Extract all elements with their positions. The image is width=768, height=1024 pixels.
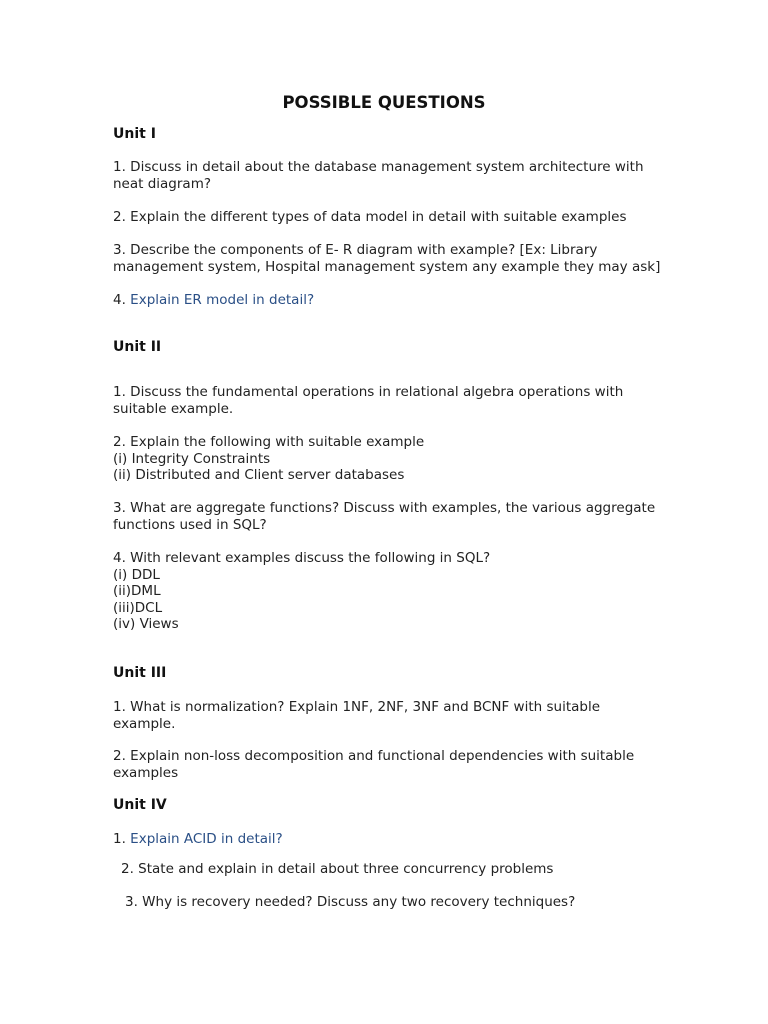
unit-1-heading: Unit I [113,126,156,142]
unit-1-question-3 [113,242,673,275]
unit-2-question-3 [113,500,673,533]
question-link[interactable]: Explain ER model in detail? [130,292,315,308]
question-subitem: (i) Integrity Constraints [113,450,271,467]
unit-2-question-2 [113,434,673,484]
question-line: 3. What are aggregate functions? Discuss with examples, the various aggregate [113,500,656,516]
question-line: functions used in SQL? [113,516,267,533]
unit-2-heading: Unit II [113,339,162,355]
question-subitem: (ii)DML [113,583,161,599]
question-subitem: (i) DDL [113,566,160,583]
question-line: suitable example. [113,400,234,417]
unit-4-question-3 [125,894,685,911]
question-subitem: (iii)DCL [113,599,163,616]
unit-3-question-1 [113,699,673,732]
question-number: 4. [113,292,131,308]
question-line: 1. What is normalization? Explain 1NF, 2NF, 3NF and BCNF with suitable [113,699,601,715]
question-line: 1. Discuss the fundamental operations in relational algebra operations with [113,384,624,400]
question-line: 2. State and explain in detail about three concurrency problems [121,861,554,877]
unit-4-question-1 [113,831,673,848]
question-subitem: (iv) Views [113,616,179,632]
unit-4-question-2 [121,861,681,878]
unit-4-heading: Unit IV [113,797,167,813]
unit-2-question-1 [113,384,673,417]
question-line: neat diagram? [113,175,212,192]
question-number: 1. [113,831,131,847]
question-link[interactable]: Explain ACID in detail? [130,831,283,847]
question-subitem: (ii) Distributed and Client server databases [113,467,405,483]
question-line: 1. Discuss in detail about the database management system architecture with [113,159,644,175]
question-line: 2. Explain the following with suitable example [113,434,425,450]
question-line: management system, Hospital management system any example they may ask] [113,258,661,275]
unit-1-question-4 [113,292,673,309]
question-line: 2. Explain the different types of data model in detail with suitable examples [113,209,627,225]
question-line: 2. Explain non-loss decomposition and functional dependencies with suitable [113,748,635,764]
question-line: example. [113,715,176,732]
unit-3-question-2 [113,748,673,781]
question-line: 4. With relevant examples discuss the following in SQL? [113,550,491,566]
unit-1-question-1 [113,159,673,192]
question-line: 3. Describe the components of E- R diagram with example? [Ex: Library [113,242,598,258]
question-line: examples [113,764,179,781]
unit-2-question-4 [113,550,673,633]
unit-1-question-2 [113,209,673,226]
page-title: POSSIBLE QUESTIONS [282,93,486,112]
unit-3-heading: Unit III [113,665,167,681]
question-line: 3. Why is recovery needed? Discuss any two recovery techniques? [125,894,576,910]
